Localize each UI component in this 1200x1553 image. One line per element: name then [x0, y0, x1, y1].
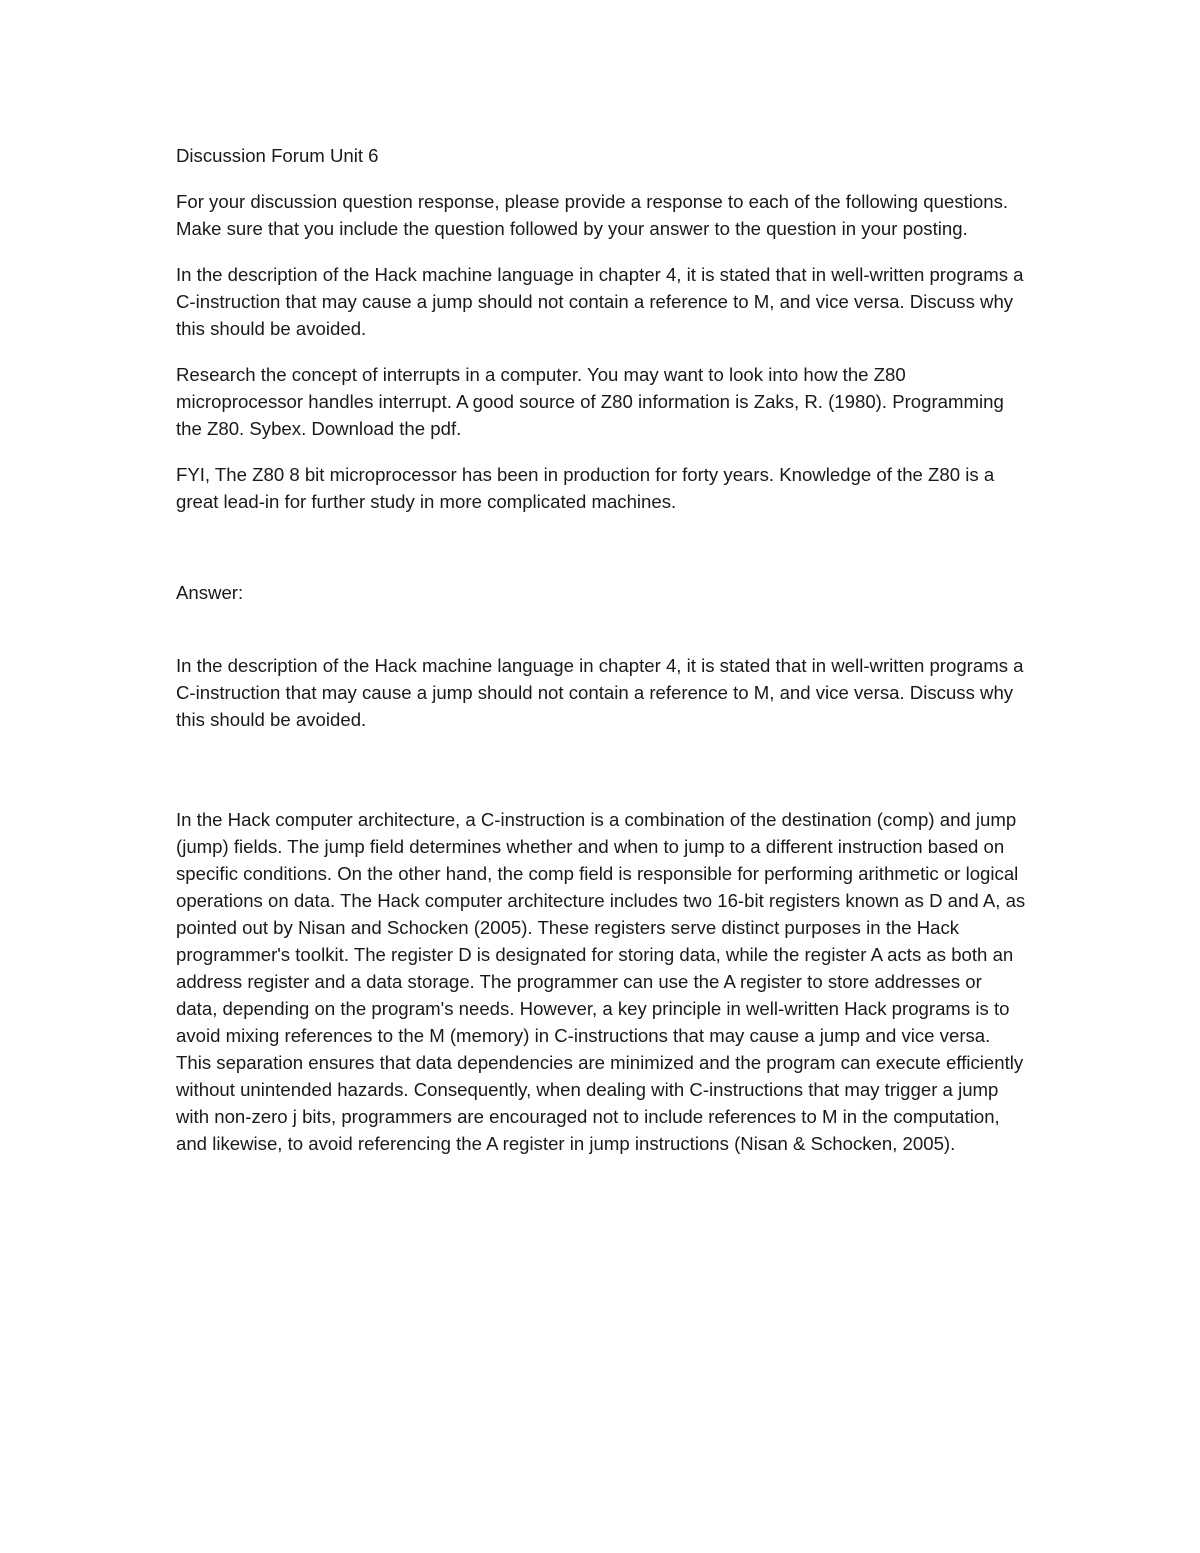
spacer [176, 534, 1028, 579]
instructions-paragraph: For your discussion question response, please provide a response to each of the following questions. Make sure that you include the question followed by your answer to the question in your posting. [176, 191, 1009, 239]
document-title: Discussion Forum Unit 6 [176, 145, 379, 166]
question-1-paragraph: In the description of the Hack machine language in chapter 4, it is stated that in well-written programs a C-instruction that may cause a jump should not contain a reference to M, and vice versa. Discuss why this should be avoided. [176, 264, 1024, 339]
answer-body-paragraph: In the Hack computer architecture, a C-instruction is a combination of the destination (comp) and jump (jump) fields. The jump field determines whether and when to jump to a different instruction based on specific conditions. On the other hand, the comp field is responsible for performing arithmetic or logical operations on data. The Hack computer architecture includes two 16-bit registers known as D and A, as pointed out by Nisan and Schocken (2005). These registers serve distinct purposes in the Hack programmer's toolkit. The register D is designated for storing data, while the register A acts as both an address register and a data storage. The programmer can use the A register to store addresses or data, depending on the program's needs. However, a key principle in well-written Hack programs is to avoid mixing references to the M (memory) in C-instructions that may cause a jump and vice versa. This separation ensures that data dependencies are minimized and the program can execute efficiently without unintended hazards. Consequently, when dealing with C-instructions that may trigger a jump with non-zero j bits, programmers are encouraged not to include references to M in the computation, and likewise, to avoid referencing the A register in jump instructions (Nisan & Schocken, 2005). [176, 809, 1026, 1154]
document-body [176, 142, 1028, 1176]
answer-label: Answer: [176, 582, 244, 603]
question-2-paragraph: Research the concept of interrupts in a computer. You may want to look into how the Z80 microprocessor handles interrupt. A good source of Z80 information is Zaks, R. (1980). Programming the Z80. Sybex. Download the pdf. [176, 364, 1004, 439]
answer-question-repeat: In the description of the Hack machine language in chapter 4, it is stated that in well-written programs a C-instruction that may cause a jump should not contain a reference to M, and vice versa. Discuss why this should be avoided. [176, 655, 1024, 730]
fyi-paragraph: FYI, The Z80 8 bit microprocessor has been in production for forty years. Knowledge of the Z80 is a great lead-in for further study in more complicated machines. [176, 464, 995, 512]
